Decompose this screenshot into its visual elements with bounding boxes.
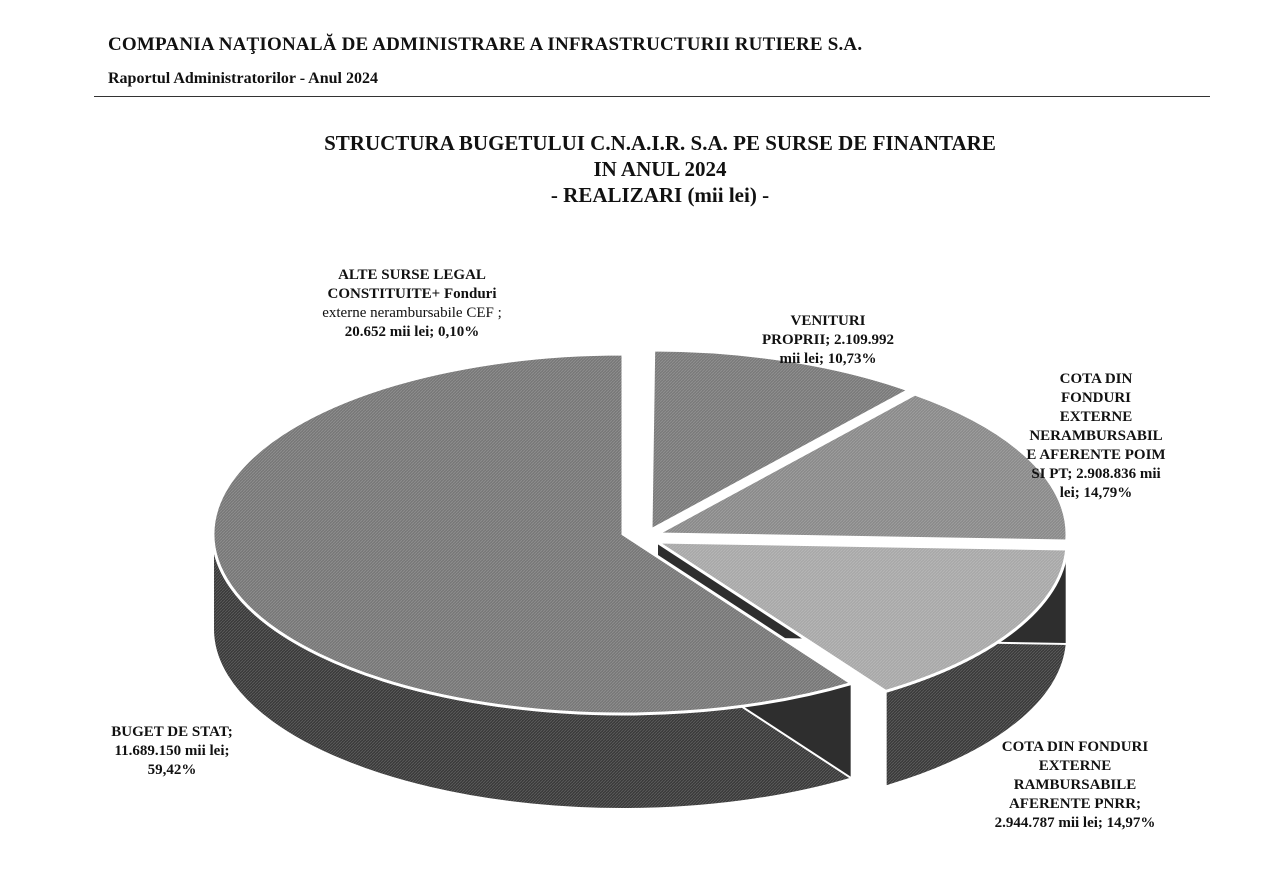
label-alte-line-3: externe nerambursabile CEF ; [322, 305, 502, 321]
label-alte-line-1: ALTE SURSE LEGAL [338, 267, 486, 283]
label-cota-poim [996, 370, 1196, 503]
label-cota-poim-line-1: COTA DIN [1059, 371, 1133, 387]
label-alte-line-2: CONSTITUITE+ Fonduri [327, 286, 497, 302]
label-buget-line-3: 59,42% [147, 762, 197, 778]
label-cota-pnrr-line-4: AFERENTE PNRR; [1008, 796, 1142, 812]
label-buget-line-2: 11.689.150 mii lei; [114, 743, 230, 759]
label-venituri-line-1: VENITURI [790, 313, 866, 329]
label-cota-pnrr-line-2: EXTERNE [1038, 758, 1112, 774]
chart-title-line-1: STRUCTURA BUGETULUI C.N.A.I.R. S.A. PE SURSE DE FINANTARE [324, 131, 996, 155]
label-cota-poim-line-6: SI PT; 2.908.836 mii [1031, 466, 1161, 482]
label-cota-pnrr-line-1: COTA DIN FONDURI [1001, 739, 1149, 755]
label-buget-de-stat [72, 723, 272, 780]
label-venituri-line-2: PROPRII; 2.109.992 [761, 332, 895, 348]
label-cota-pnrr-line-5: 2.944.787 mii lei; 14,97% [994, 815, 1156, 831]
label-buget-line-1: BUGET DE STAT; [111, 724, 233, 740]
report-title: Raportul Administratorilor - Anul 2024 [108, 70, 378, 87]
label-alte-surse [262, 266, 562, 342]
label-cota-poim-line-5: E AFERENTE POIM [1026, 447, 1166, 463]
label-cota-poim-line-7: lei; 14,79% [1059, 485, 1133, 501]
chart-title-line-2: IN ANUL 2024 [593, 157, 727, 181]
label-alte-line-4: 20.652 mii lei; 0,10% [344, 324, 480, 340]
label-cota-pnrr [960, 738, 1190, 833]
label-cota-pnrr-line-3: RAMBURSABILE [1013, 777, 1137, 793]
label-venituri-proprii [728, 312, 928, 369]
label-cota-poim-line-3: EXTERNE [1059, 409, 1133, 425]
label-venituri-line-3: mii lei; 10,73% [779, 351, 877, 367]
label-cota-poim-line-4: NERAMBURSABIL [1029, 428, 1163, 444]
company-name: COMPANIA NAŢIONALĂ DE ADMINISTRARE A INFRASTRUCTURII RUTIERE S.A. [108, 34, 863, 55]
pie-tops [213, 350, 1067, 714]
chart-title-line-3: - REALIZARI (mii lei) - [550, 183, 770, 207]
label-cota-poim-line-2: FONDURI [1061, 390, 1131, 406]
